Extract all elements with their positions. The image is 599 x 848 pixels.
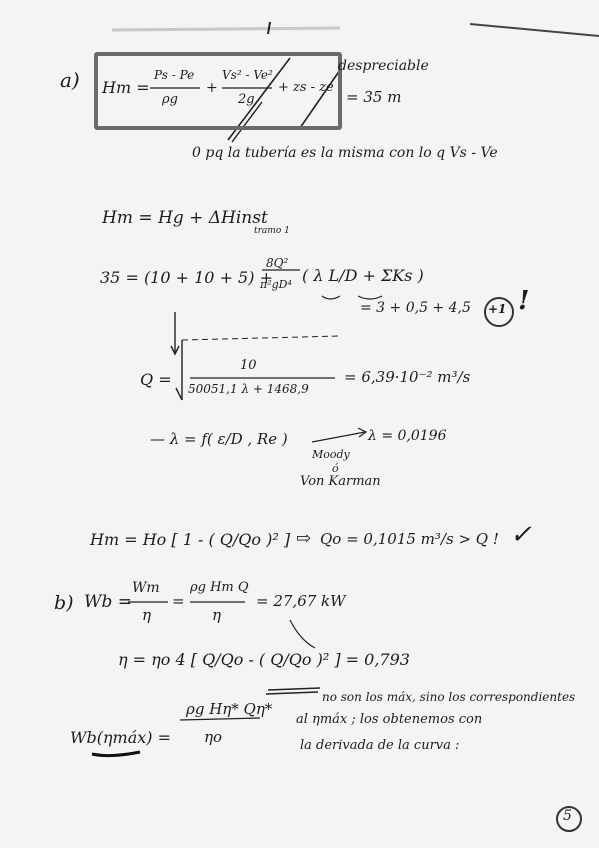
rho-g: ρg [162, 92, 178, 107]
note-line-2: al ηmáx ; los obtenemos con [296, 712, 483, 727]
moody-label: Moody [312, 448, 350, 461]
note-line-1: no son los máx, sino los correspondientes [322, 690, 576, 704]
note-line-3: la derivada de la curva : [300, 738, 460, 753]
velocity-diff: Vs² - Ve² [222, 68, 273, 82]
page-number: 5 [563, 808, 572, 824]
tramo-subscript: tramo 1 [254, 226, 290, 236]
hm-curve-eq: Hm = Ho [ 1 - ( Q/Qo )² ] [90, 530, 291, 549]
power-num: ρg Hm Q [190, 580, 249, 595]
eta-den-1: η [142, 606, 151, 624]
q-lhs: Q = [140, 370, 172, 389]
eq35-frac-num: 8Q² [266, 256, 289, 270]
wmax-den: ηo [204, 728, 223, 746]
q-result: = 6,39·10⁻² m³/s [344, 368, 471, 386]
eta-den-2: η [212, 606, 221, 624]
eq35-paren: ( λ L/D + ΣKs ) [302, 266, 424, 285]
section-b-label: b) [54, 592, 74, 614]
exclamation-mark: ! [518, 286, 530, 316]
wmax-num: ρg Hη* Qη* [186, 700, 273, 718]
q-frac-num: 10 [240, 358, 257, 373]
hm-result: = 35 m [346, 88, 402, 106]
plus-sign-1: + [206, 80, 218, 96]
wb-lhs: Wb = [84, 592, 133, 612]
section-a-label: a) [60, 68, 80, 92]
check-mark: ✓ [510, 520, 532, 550]
pressure-diff: Ps - Pe [154, 68, 195, 82]
wm-num: Wm [132, 580, 160, 596]
wb-eta-max-lhs: Wb(ηmáx) = [70, 728, 171, 747]
eq35-lhs: 35 = (10 + 10 + 5) + [100, 268, 273, 287]
wb-result: = 27,67 kW [256, 592, 346, 610]
qo-result: Qo = 0,1015 m³/s > Q ! [320, 530, 499, 548]
hm-decomposition: Hm = Hg + ΔHinst [102, 208, 268, 228]
k-plus-one: +1 [488, 302, 507, 316]
note-tuberia: 0 pq la tubería es la misma con lo q Vs - Ve [192, 145, 498, 161]
lambda-function: — λ = f( ε/D , Re ) [150, 430, 288, 448]
equals-2: = [172, 592, 185, 610]
von-karman-label: Von Karman [300, 474, 381, 489]
eq35-frac-den: π²gD⁴ [260, 278, 292, 291]
height-diff: + zs - ze [278, 80, 334, 95]
note-despreciable: despreciable [338, 58, 429, 74]
o-label: ó [332, 462, 339, 475]
hm-lhs: Hm = [102, 78, 150, 97]
two-g: 2g [238, 92, 255, 107]
lambda-result: λ = 0,0196 [368, 428, 447, 444]
k-sum: = 3 + 0,5 + 4,5 [360, 300, 471, 316]
implies-arrow: ⇨ [296, 528, 312, 549]
eta-equation: η = ηo 4 [ Q/Qo - ( Q/Qo )² ] = 0,793 [118, 650, 410, 669]
q-frac-den: 50051,1 λ + 1468,9 [188, 382, 309, 396]
